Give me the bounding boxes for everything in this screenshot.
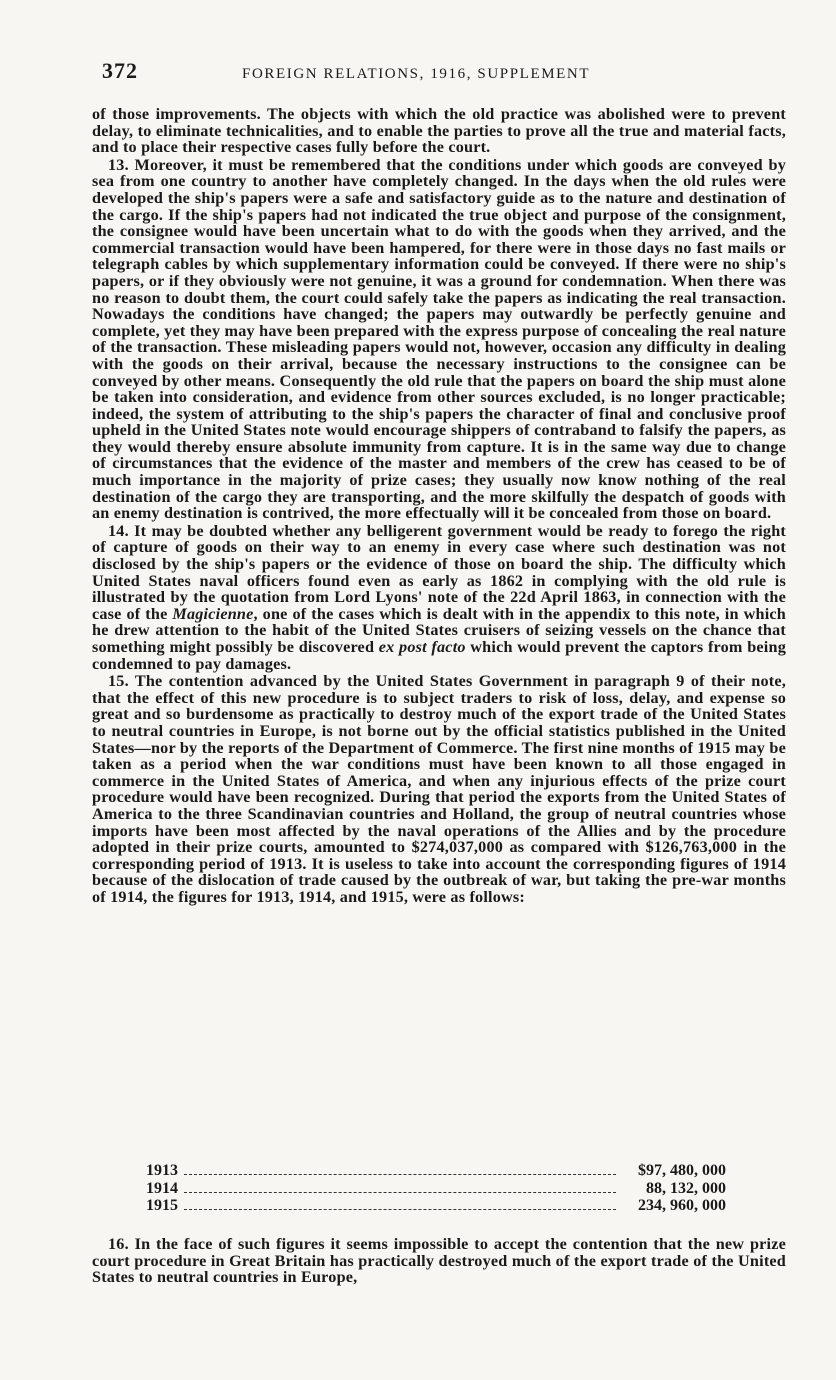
dot-leader xyxy=(184,1209,616,1210)
paragraph-14-part-b: , one of the cases which is dealt with in the appendix to this note, in which he drew attention to the habit of the United States cruisers of seizing vessels on the chance that something might possibly be discovered xyxy=(92,604,786,656)
running-head: FOREIGN RELATIONS, 1916, SUPPLEMENT xyxy=(242,66,591,82)
figure-value: $97, 480, 000 xyxy=(638,1162,726,1179)
dot-leader xyxy=(184,1174,616,1175)
body-text-continued xyxy=(92,1236,786,1286)
figure-year: 1914 xyxy=(146,1179,178,1197)
ship-name-magicienne: Magicienne xyxy=(172,604,254,623)
paragraph-14-part-c: which would prevent the captors from being condemned to pay damages. xyxy=(92,638,786,673)
paragraph-continued: of those improvements. The objects with which the old practice was abolished were to prevent delay, to eliminate technicalities, and to enable the parties to prove all the true and material facts, and to place their respective cases fully before the court. xyxy=(92,105,786,157)
paragraph-14-part-a: 14. It may be doubted whether any belligerent government would be ready to forego the right of capture of goods on their way to an enemy in every case where such destination was not disclosed by the ship's papers or the evidence of those on board the ship. The difficulty which United States naval officers found even as early as 1862 in complying with the old rule is illustrated by the quotation from Lord Lyons' note of the 22d April 1863, in connection with the case of the xyxy=(92,521,786,623)
figure-row xyxy=(146,1197,726,1215)
dot-leader xyxy=(184,1192,616,1193)
latin-phrase: ex post facto xyxy=(378,638,466,656)
paragraph-13: 13. Moreover, it must be remembered that the conditions under which goods are conveyed by sea from one country to another have completely changed. In the days when the old rules were developed the ship's papers were a safe and satisfactory guide as to the nature and destination of the cargo. If the ship's papers had not indicated the true object and purpose of the consignment, the consignee would have been uncertain what to do with the goods when they arrived, and the commercial transaction would have been hampered, for there were in those days no fast mails or telegraph cables by which supplementary information could be conveyed. If there were no ship's papers, or if they obviously were not genuine, it was a ground for condemnation. When there was no reason to doubt them, the court could safely take the papers as indicating the real transaction. Nowadays the conditions have changed; the papers may outwardly be perfectly genuine and complete, yet they may have been prepared with the express purpose of concealing the real nature of the transaction. These misleading papers would not, however, occasion any difficulty in dealing with the goods on their arrival, because the necessary instructions to the consignee can be conveyed by other means. Consequently the old rule that the papers on board the ship must alone be taken into consideration, and evidence from other sources excluded, is no longer practicable; indeed, the system of attributing to the ship's papers the character of final and conclusive proof upheld in the United States note would encourage shippers of contraband to falsify the papers, as they would thereby ensure absolute immunity from capture. It is in the same way due to change of circumstances that the evidence of the master and members of the crew has ceased to be of much importance in the majority of prize cases; they usually now know nothing of the real destination of the cargo they are transporting, and the more skilfully the despatch of goods with an enemy destination is contrived, the more effectually will it be concealed from those on board. xyxy=(92,155,786,523)
paragraph-14 xyxy=(92,523,786,672)
paragraph-16: 16. In the face of such figures it seems impossible to accept the contention that the new prize court procedure in Great Britain has practically destroyed much of the export trade of the United States to neutral countries in Europe, xyxy=(92,1235,786,1287)
page-number: 372 xyxy=(102,58,138,83)
body-text xyxy=(92,106,786,906)
paragraph-15: 15. The contention advanced by the United States Government in paragraph 9 of their note, that the effect of this new procedure is to subject traders to risk of loss, delay, and expense so great and so burdensome as practically to destroy much of the export trade of the United States to neutral countries in Europe, is not borne out by the official statistics published in the United States—nor by the reports of the Department of Commerce. The first nine months of 1915 may be taken as a period when the war conditions must have been known to all those engaged in commerce in the United States of America, and when any injurious effects of the prize court procedure would have been recognized. During that period the exports from the United States of America to the three Scandinavian countries and Holland, the group of neutral countries whose imports have been most affected by the naval operations of the Allies and by the procedure adopted in their prize courts, amounted to $274,037,000 as compared with $126,763,000 in the corresponding period of 1913. It is useless to take into account the corresponding figures of 1914 because of the dislocation of trade caused by the outbreak of war, but taking the pre-war months of 1914, the figures for 1913, 1914, and 1915, were as follows: xyxy=(92,672,786,906)
export-figures-table xyxy=(146,1162,726,1215)
figure-value: 234, 960, 000 xyxy=(638,1197,726,1214)
figure-row xyxy=(146,1180,726,1198)
figure-row xyxy=(146,1162,726,1180)
figure-year: 1915 xyxy=(146,1197,178,1214)
figure-value: 88, 132, 000 xyxy=(646,1179,726,1197)
figure-year: 1913 xyxy=(146,1162,178,1179)
page-header xyxy=(102,58,782,86)
